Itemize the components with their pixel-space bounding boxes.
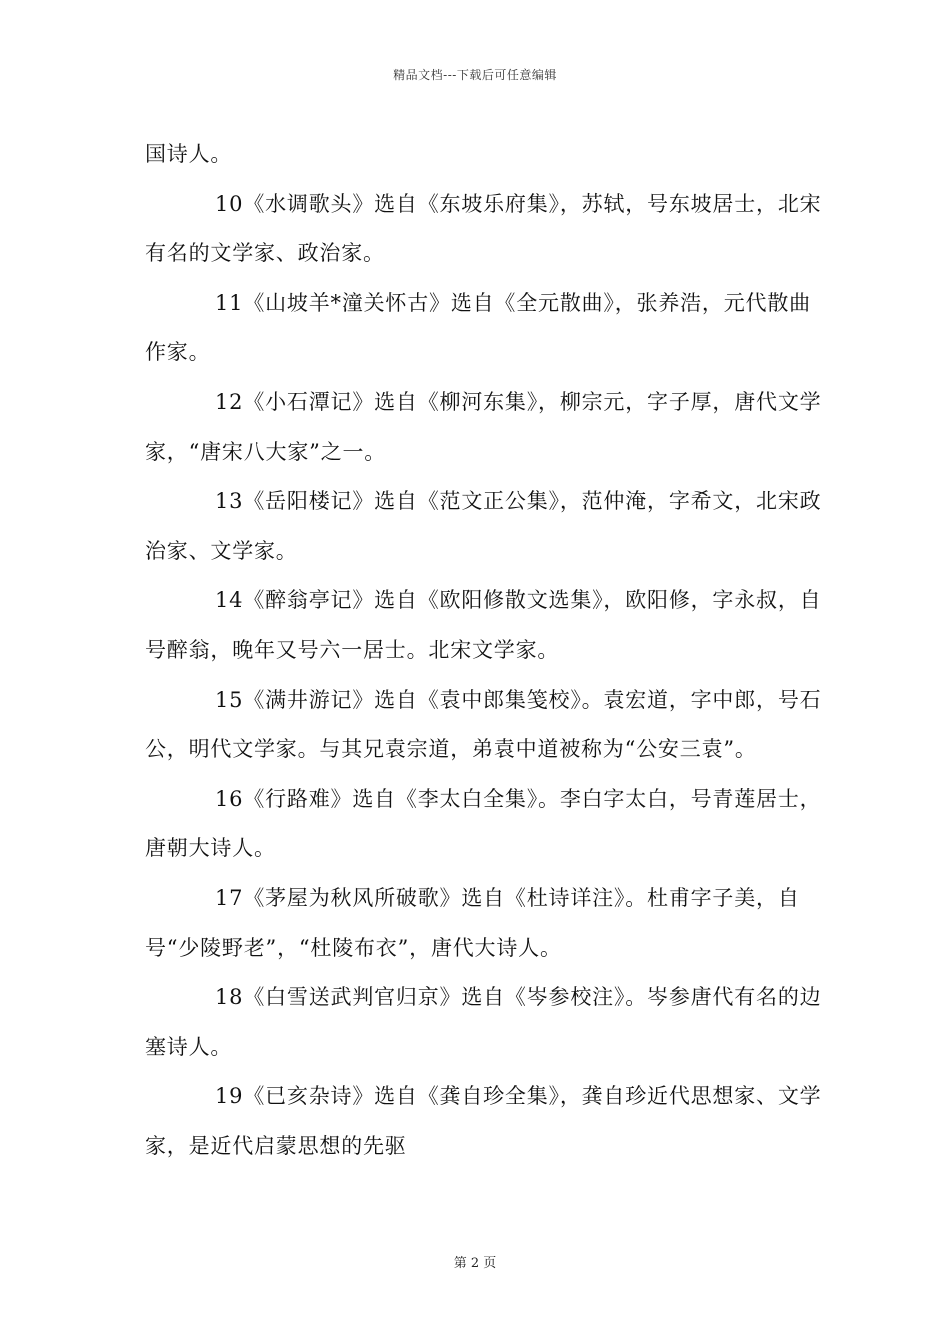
paragraph-2: 11《山坡羊*潼关怀古》选自《全元散曲》，张养浩，元代散曲作家。 (145, 290, 811, 365)
paragraph-3: 12《小石潭记》选自《柳河东集》，柳宗元，字子厚，唐代文学家，“唐宋八大家”之一。 (145, 389, 822, 464)
paragraph-6: 15《满井游记》选自《袁中郎集笺校》。袁宏道，字中郎，号石公，明代文学家。与其兄袁宗道，弟袁中道被称为“公安三袁”。 (145, 687, 822, 762)
page-header: 精品文档---下载后可任意编辑 (393, 68, 557, 82)
paragraph-8: 17《茅屋为秋风所破歌》选自《杜诗详注》。杜甫字子美，自号“少陵野老”，“杜陵布衣”，唐代大诗人。 (145, 885, 800, 960)
paragraph-5: 14《醉翁亭记》选自《欧阳修散文选集》，欧阳修，字永叔，自号醉翁，晚年又号六一居士。北宋文学家。 (145, 588, 822, 662)
paragraph-4: 13《岳阳楼记》选自《范文正公集》，范仲淹，字希文，北宋政治家、文学家。 (145, 489, 822, 563)
paragraph-7: 16《行路难》选自《李太白全集》。李白字太白，号青莲居士，唐朝大诗人。 (145, 786, 822, 861)
paragraph-0: 国诗人。 (145, 142, 233, 166)
paragraph-10: 19《已亥杂诗》选自《龚自珍全集》，龚自珍近代思想家、文学家，是近代启蒙思想的先驱 (145, 1084, 822, 1158)
page-number: 第 2 页 (453, 1256, 497, 1271)
document-body (145, 130, 825, 1171)
paragraph-1: 10《水调歌头》选自《东坡乐府集》，苏轼，号东坡居士，北宋有名的文学家、政治家。 (145, 191, 822, 266)
paragraph-9: 18《白雪送武判官归京》选自《岑参校注》。岑参唐代有名的边塞诗人。 (145, 985, 822, 1059)
